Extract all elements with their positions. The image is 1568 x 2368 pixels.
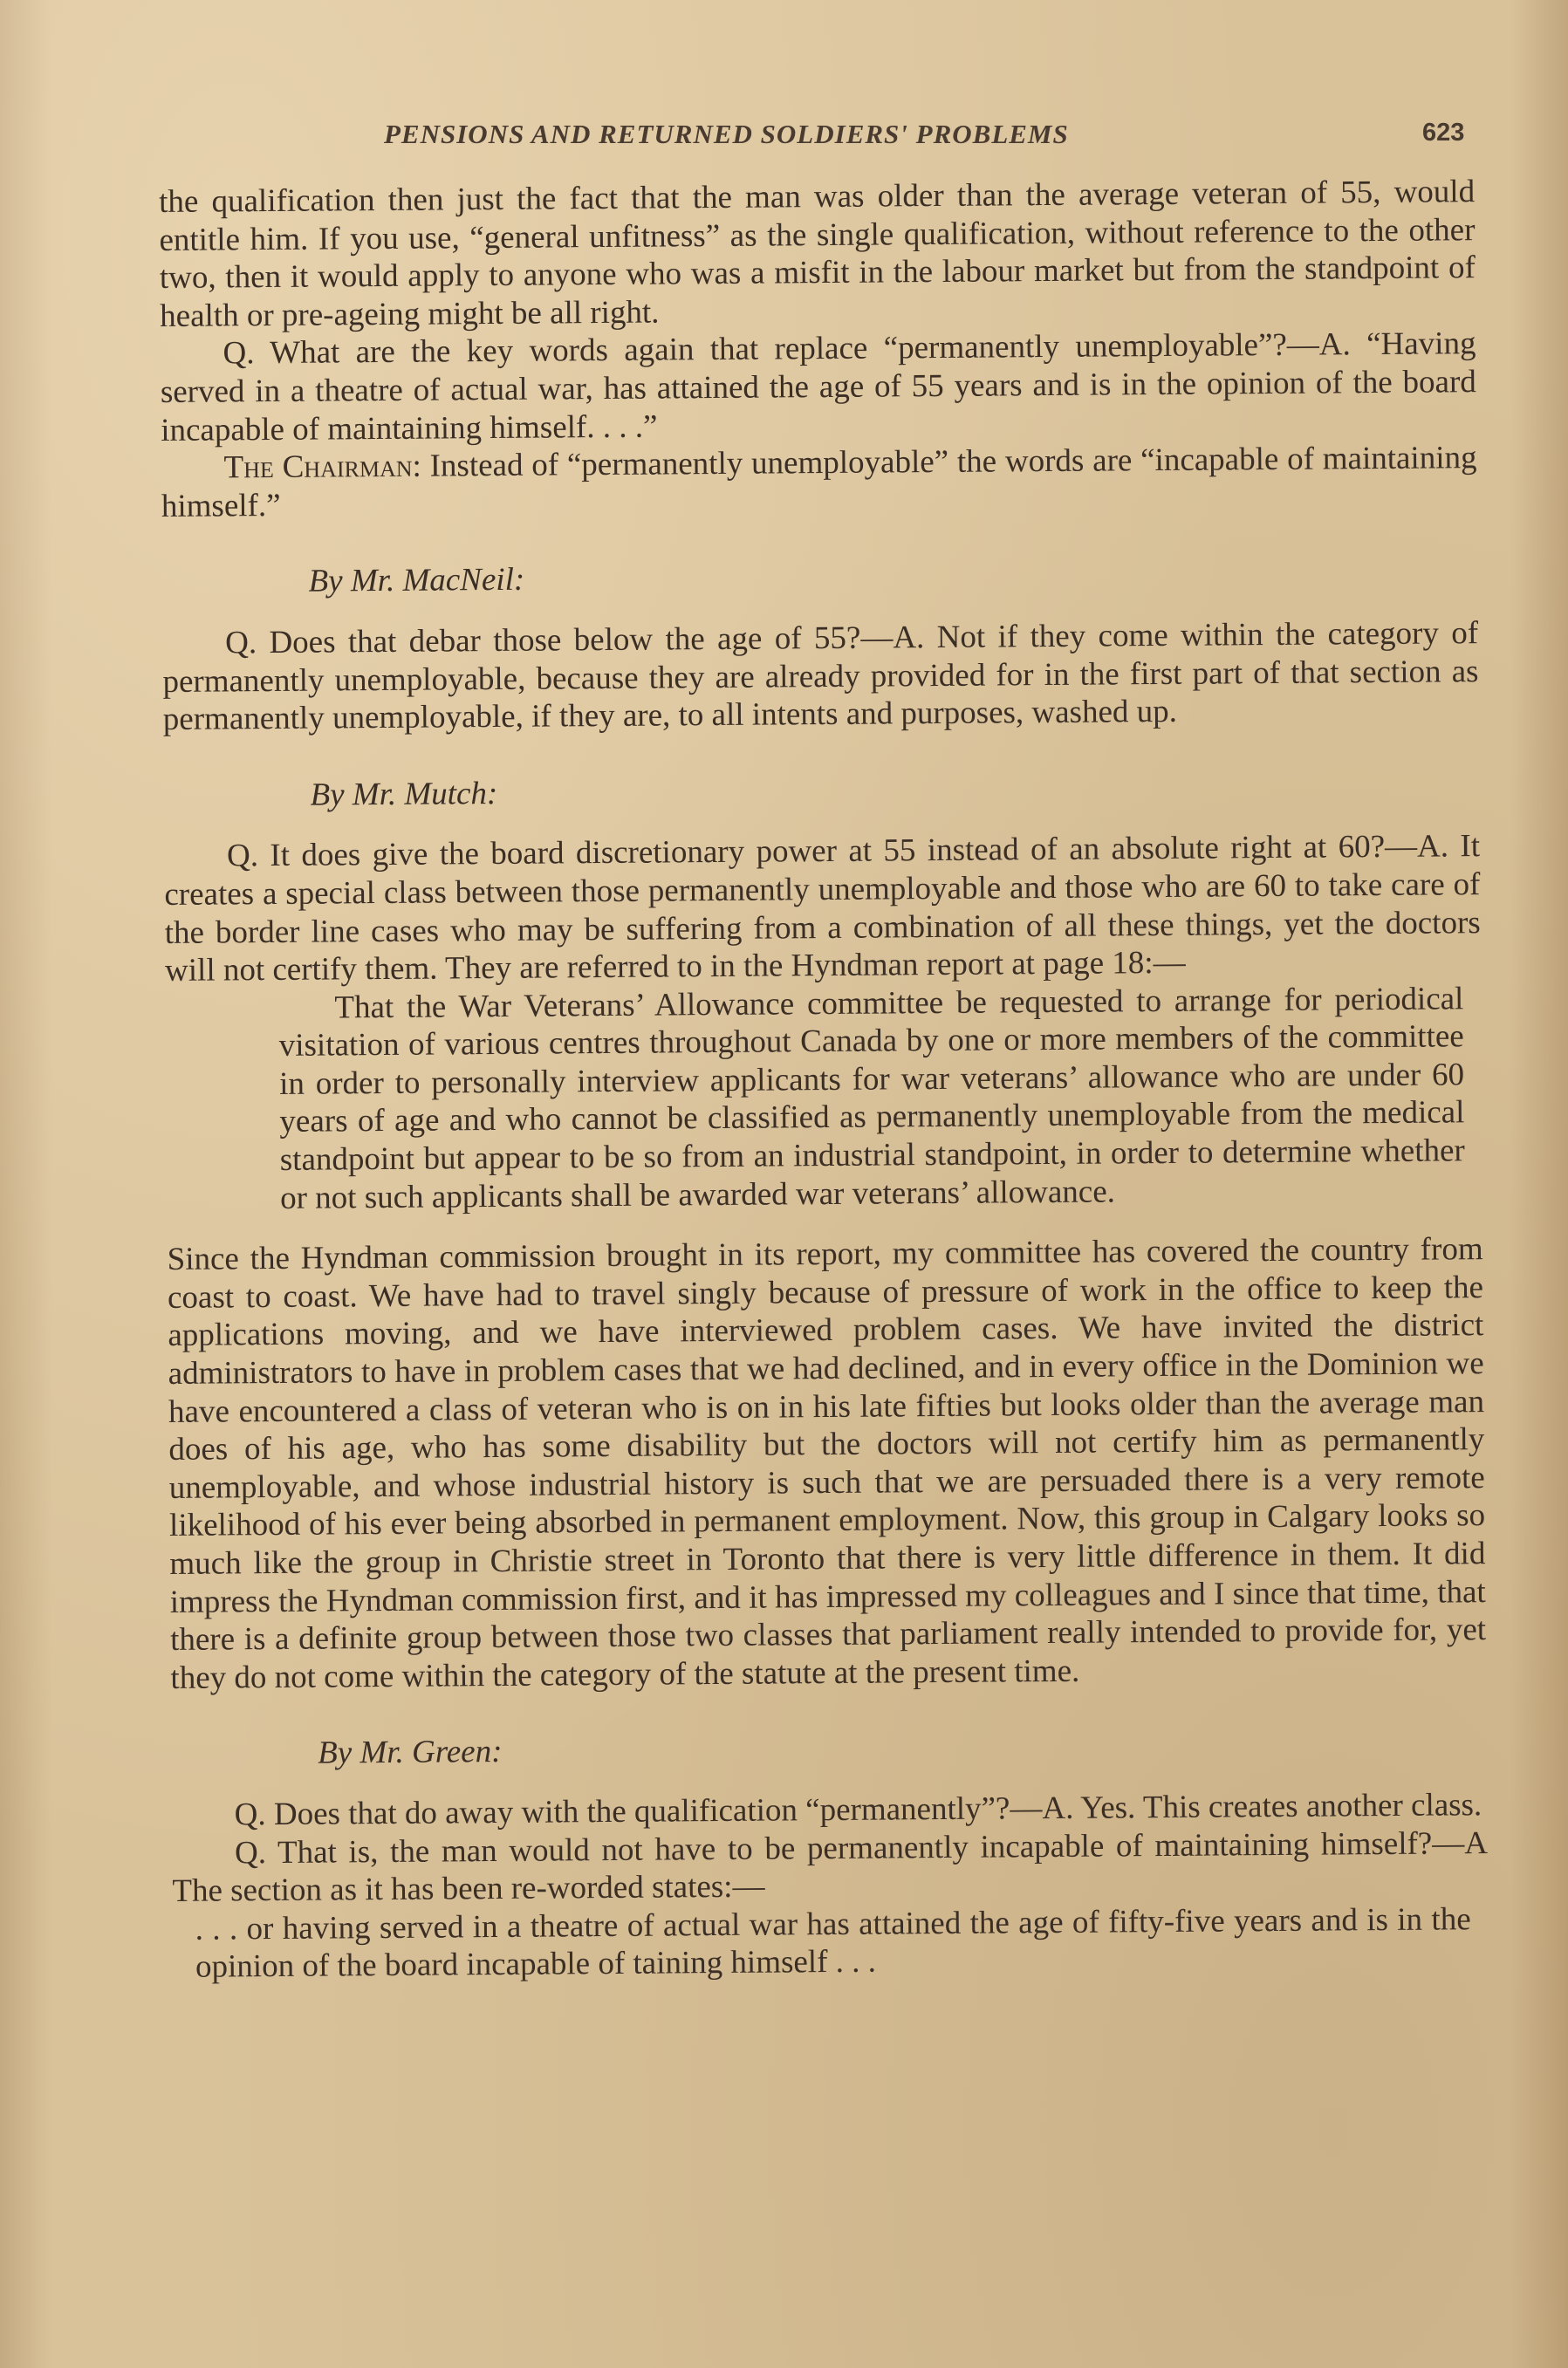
paragraph-question: Q. Does that do away with the qualification “permanently”?—A. Yes. This creates another class. xyxy=(234,1787,1482,1833)
paragraph-answer: Since the Hyndman commission brought in its report, my committee has covered the country from coast to coast. We have had to travel singly because of pressure of work in the office to keep the applications moving, and we have interviewed problem cases. We have invited the district administrators to have in problem cases that we had declined, and in every office in the Dominion we have encountered a class of veteran who is on in his late fifties but looks older than the average man does of his age, who has some disability but the doctors will not certify him as permanently unemployable, and whose industrial history is such that we are persuaded there is a very remote likelihood of his ever being absorbed in permanent employment. Now, this group in Calgary looks so much like the group in Christie street in Toronto that there is very little difference in them. It did impress the Hyndman commission first, and it has impressed my colleagues and I since that time, that there is a definite group between those two classes that parliament really intended to provide for, yet they do not come within the category of the statute at the present time. xyxy=(167,1231,1487,1696)
chairman-remark: : Instead of “permanently unemployable” the words are “incapable of maintaining himself.” xyxy=(161,440,1477,524)
page-number: 623 xyxy=(1422,119,1465,147)
paragraph-question: Q. Does that debar those below the age of 55?—A. Not if they come within the category of permanently unemployable, because they are already provided for in the first part of that section as permanently unemployable, if they are, to all intents and purposes, washed up. xyxy=(162,615,1479,738)
block-quote: . . . or having served in a theatre of actual war has attained the age of fifty-five years and is in the opinion of the board incapable of taining himself . . . xyxy=(195,1901,1471,1986)
speaker-heading-macneil: By Mr. MacNeil: xyxy=(308,562,525,600)
running-title: PENSIONS AND RETURNED SOLDIERS' PROBLEMS xyxy=(384,119,1069,149)
paragraph-question: Q. What are the key words again that replace “permanently unemployable”?—A. “Having served in a theatre of actual war, has attained the age of 55 years and is in the opinion of the board incapable of maintaining himself. . . .” xyxy=(160,325,1476,448)
paragraph-question: Q. That is, the man would not have to be permanently incapable of maintaining himself?—A The section as it has been re-worded states:— xyxy=(172,1824,1489,1910)
speaker-heading-mutch: By Mr. Mutch: xyxy=(310,775,498,813)
paragraph-question: Q. It does give the board discretionary power at 55 instead of an absolute right at 60?—A. It creates a special class between those permanently unemployable and those who are 60 to take care of the border line cases who may be suffering from a combination of all these things, yet the doctors will not certify them. They are referred to in the Hyndman report at page 18:— xyxy=(164,828,1481,989)
paragraph-continuation: the qualification then just the fact that the man was older than the average veteran of 55, would entitle him. If you use, “general unfitness” as the single qualification, without reference to the other two, then it would apply to anyone who was a misfit in the labour market but from the standpoint of health or pre-ageing might be all right. xyxy=(159,174,1476,334)
speaker-heading-green: By Mr. Green: xyxy=(317,1734,503,1771)
block-quote: That the War Veterans’ Allowance committee be requested to arrange for periodical visitation of various centres throughout Canada by one or more members of the committee in order to personally interview applicants for war veterans’ allowance who are under 60 years of age and who cannot be classified as permanently unemployable from the medical standpoint but appear to be so from an industrial standpoint, in order to determine whether or not such applicants shall be awarded war veterans’ allowance. xyxy=(278,980,1465,1216)
speaker-name: The Chairman xyxy=(223,448,413,486)
page-body xyxy=(159,173,1489,1987)
paragraph-chairman xyxy=(161,439,1477,525)
